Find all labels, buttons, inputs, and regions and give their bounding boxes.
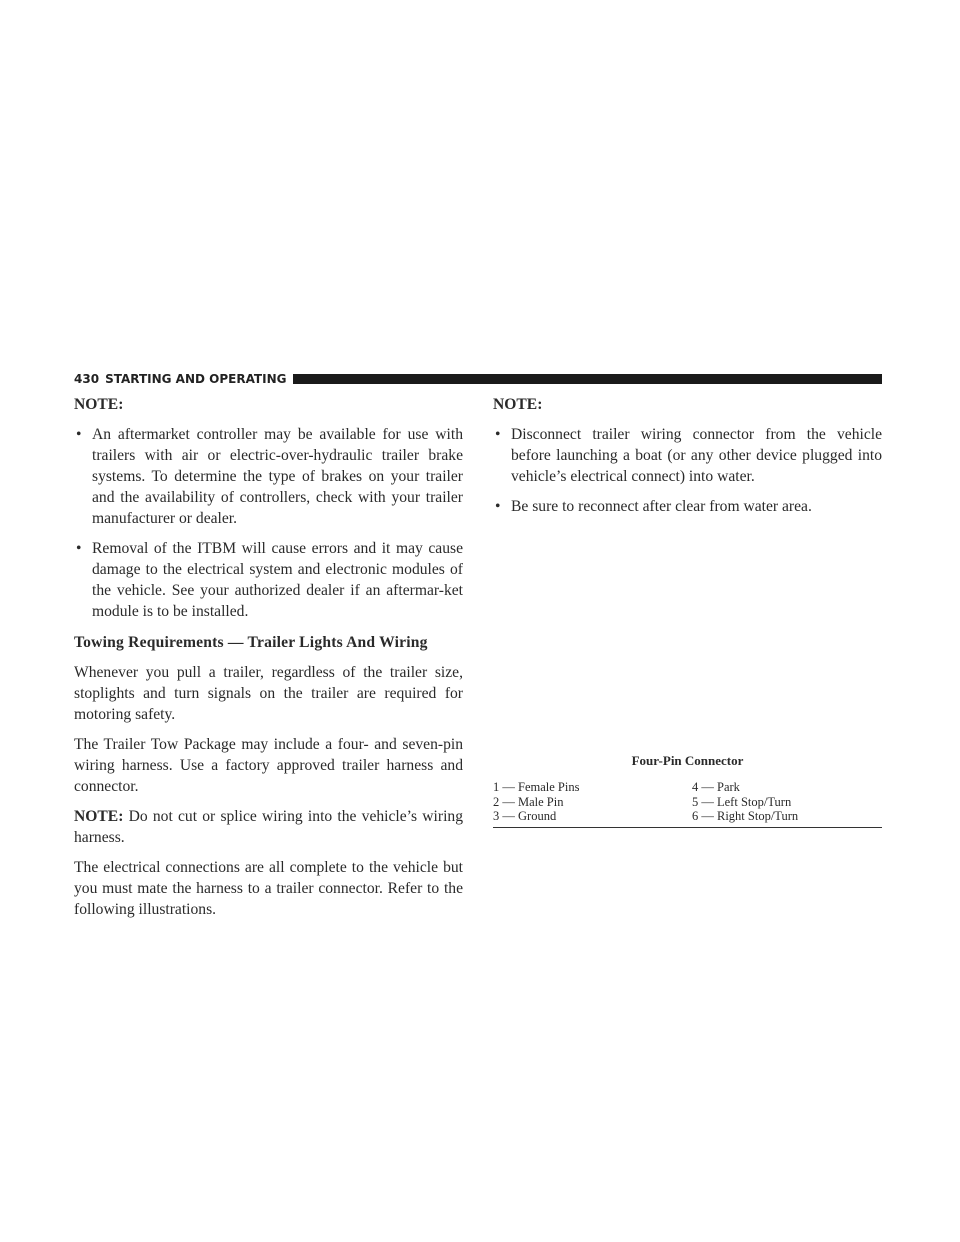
right-column — [493, 394, 882, 526]
legend-item: 3 — Ground — [493, 809, 557, 823]
bullet-item: • Disconnect trailer wiring connector from the vehicle before launching a boat (or any other device plugged into vehicle’s electrical connect) into water. — [493, 424, 882, 487]
page-number: 430 — [74, 372, 100, 386]
bullet-item: • Be sure to reconnect after clear from water area. — [493, 496, 882, 517]
paragraph: Whenever you pull a trailer, regardless of the trailer size, stoplights and turn signals on the trailer are required for motoring safety. — [74, 664, 463, 723]
section-heading: Towing Requirements — Trailer Lights And Wiring — [74, 634, 428, 651]
note-paragraph — [74, 806, 463, 848]
figure-caption: Four-Pin Connector — [631, 753, 744, 768]
left-column — [74, 394, 463, 929]
legend-item: 6 — Right Stop/Turn — [692, 809, 799, 823]
header-rule — [293, 374, 882, 384]
legend-item: 4 — Park — [692, 780, 740, 794]
bullet-item: • Removal of the ITBM will cause errors and it may cause damage to the electrical system and electronic modules of the vehicle. See your authorized dealer if an aftermar-ket module is to be installed. — [74, 538, 463, 622]
legend-item: 2 — Male Pin — [493, 794, 564, 809]
note-label: NOTE: — [493, 396, 543, 413]
paragraph: The Trailer Tow Package may include a four- and seven-pin wiring harness. Use a factory approved trailer harness and connector. — [74, 736, 463, 795]
figure-legend — [493, 780, 882, 828]
legend-item: 1 — Female Pins — [493, 780, 580, 794]
note-label: NOTE: — [74, 396, 124, 413]
page-header — [74, 372, 882, 386]
inline-note-label: NOTE: — [74, 808, 124, 825]
inline-note-text: Do not cut or splice wiring into the vehicle’s wiring harness. — [74, 808, 463, 846]
paragraph: The electrical connections are all complete to the vehicle but you must mate the harness to a trailer connector. Refer to the following illustrations. — [74, 859, 463, 918]
bullet-item: • An aftermarket controller may be available for use with trailers with air or electric-over-hydraulic trailer brake systems. To determine the type of brakes on your trailer and the availability of controllers, check with your trailer manufacturer or dealer. — [74, 424, 463, 529]
note-bullet-list — [74, 424, 463, 622]
note-bullet-list — [493, 424, 882, 517]
section-title: STARTING AND OPERATING — [105, 372, 287, 386]
connector-illustration — [493, 520, 882, 745]
legend-item: 5 — Left Stop/Turn — [692, 794, 792, 809]
